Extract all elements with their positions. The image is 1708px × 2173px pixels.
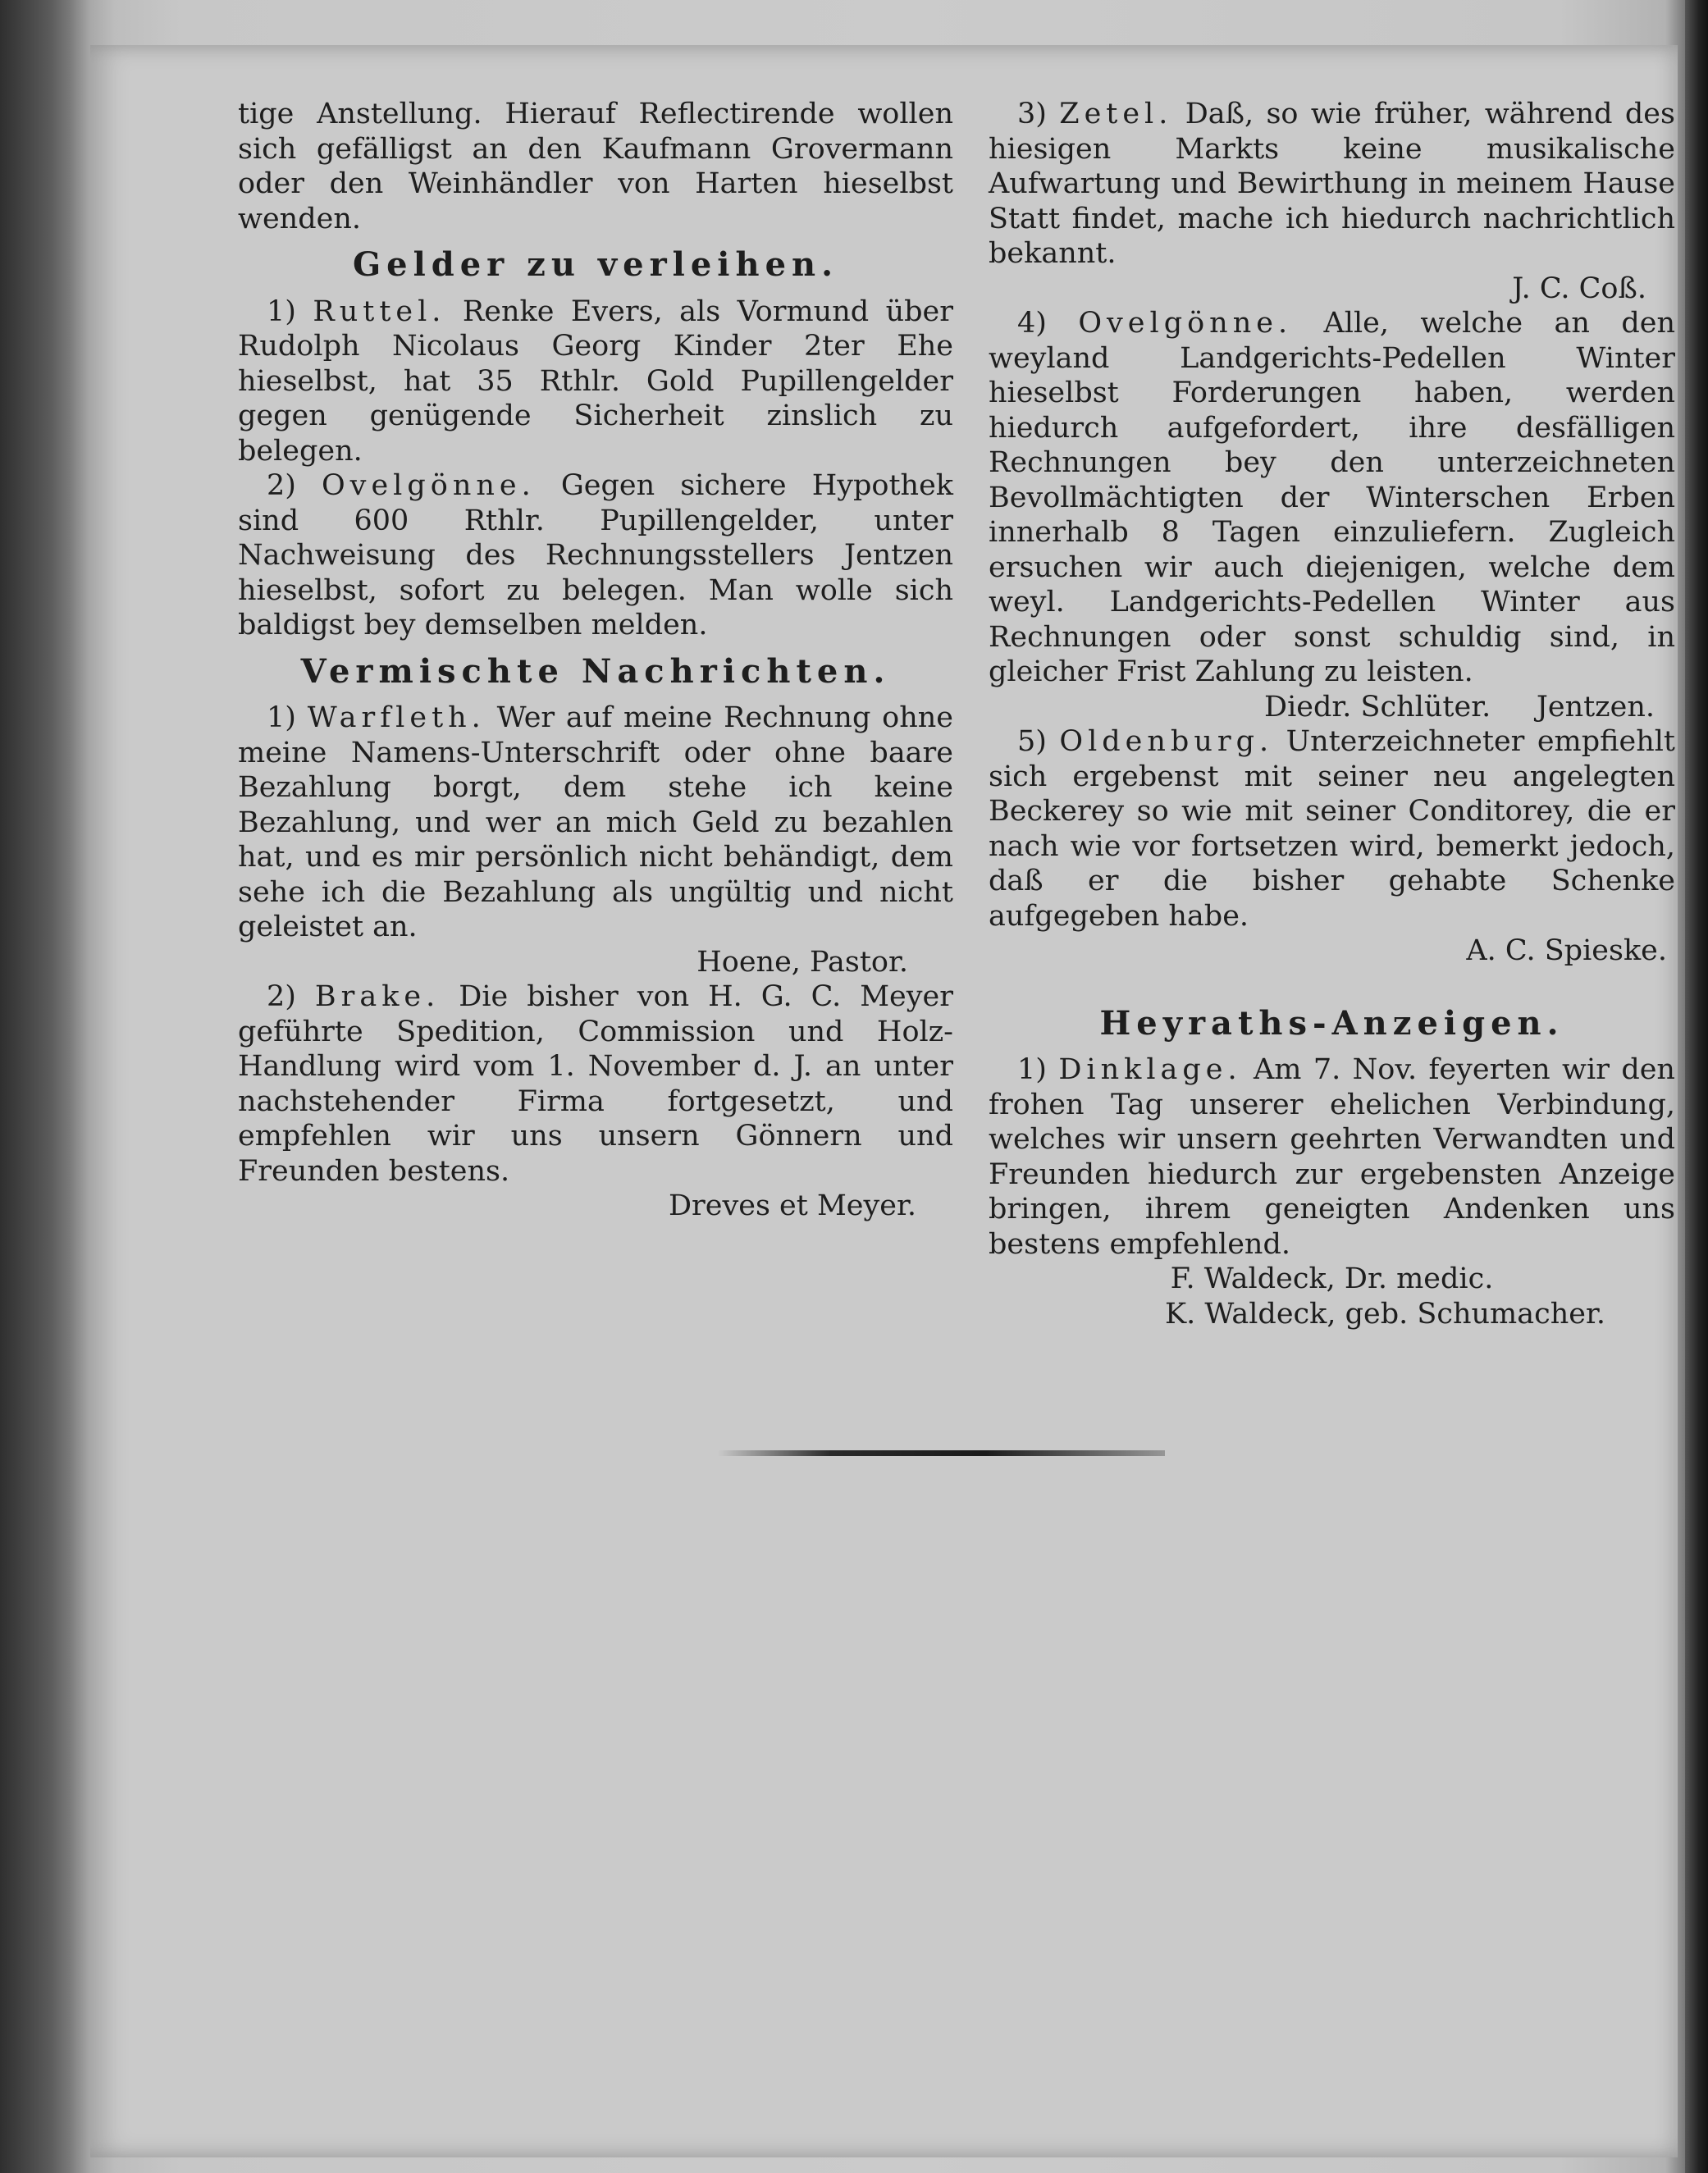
notice-ovelgoenne-1 xyxy=(238,468,953,643)
notice-place: Ovelgönne. xyxy=(321,469,536,502)
notice-ruttel xyxy=(238,294,953,469)
signature-schlueter-jentzen: Diedr. Schlüter. Jentzen. xyxy=(1264,690,1655,724)
notice-number: 2) xyxy=(267,469,322,502)
section-heading-heyraths: Heyraths-Anzeigen. xyxy=(1099,1003,1564,1043)
signature-dreves-meyer: Dreves et Meyer. xyxy=(668,1189,916,1222)
notice-oldenburg xyxy=(989,724,1675,934)
notice-text: Gegen sichere Hypothek sind 600 Rthlr. Pupillengelder, unter Nachweisung des Rechnungsstellers Jentzen hieselbst, sofort zu belegen. Man wolle sich baldigst bey demselben melden. xyxy=(238,469,953,641)
notice-zetel xyxy=(989,97,1675,272)
notice-place: Warfleth. xyxy=(307,701,486,734)
notice-number: 5) xyxy=(1017,725,1060,758)
section-heading-vermischte: Vermischte Nachrichten. xyxy=(300,651,891,691)
notice-text: Am 7. Nov. feyerten wir den frohen Tag unserer ehelichen Verbindung, welches wir unsern geehrten Verwandten und Freunden hiedurch zur ergebensten Anzeige bringen, ihrem geneigten Andenken uns bestens empfehlend. xyxy=(989,1053,1675,1261)
notice-warfleth xyxy=(238,701,953,945)
book-spine-edge xyxy=(1685,0,1708,2173)
section-heading-gelder: Gelder zu verleihen. xyxy=(352,245,839,284)
left-column xyxy=(238,97,953,1224)
notice-number: 1) xyxy=(1017,1053,1059,1086)
notice-number: 1) xyxy=(267,701,308,734)
notice-ovelgoenne-2 xyxy=(989,306,1675,690)
notice-text: Alle, welche an den weyland Landgerichts-Pedellen Winter hieselbst Forderungen haben, werden hiedurch aufgefordert, ihre desfälligen Rechnungen bey den unterzeichneten Bevollmächtigten der Winterschen Erben innerhalb 8 Tagen einzuliefern. Zugleich ersuchen wir auch diejenigen, welche dem weyl. Landgerichts-Pedellen Winter aus Rechnungen oder sonst schuldig sind, in gleicher Frist Zahlung zu leisten. xyxy=(989,307,1675,688)
notice-dinklage xyxy=(989,1052,1675,1262)
notice-brake xyxy=(238,979,953,1189)
notice-text: Daß, so wie früher, während des hiesigen Markts keine musikalische Aufwartung und Bewirthung in meinem Hause Statt findet, mache ich hiedurch nachrichtlich bekannt. xyxy=(989,98,1675,270)
notice-place: Zetel. xyxy=(1059,98,1173,130)
notice-text: Die bisher von H. G. C. Meyer geführte Spedition, Commission und Holz-Handlung wird vom 1. November d. J. an unter nachstehender Firma fortgesetzt, und empfehlen wir uns unsern Gönnern und Freunden bestens. xyxy=(238,980,953,1188)
notice-place: Dinklage. xyxy=(1058,1053,1242,1086)
end-rule-line xyxy=(718,1450,1165,1456)
signature-k-waldeck: K. Waldeck, geb. Schumacher. xyxy=(1165,1297,1605,1331)
carryover-paragraph: tige Anstellung. Hierauf Reflectirende wollen sich gefälligst an den Kaufmann Grovermann oder den Weinhändler von Harten hieselbst wenden. xyxy=(238,98,953,235)
notice-text: Unterzeichneter empfiehlt sich ergebenst mit seiner neu angelegten Beckerey so wie mit seiner Conditorey, die er nach wie vor fortsetzen wird, bemerkt jedoch, daß er die bisher gehabte Schenke aufgegeben habe. xyxy=(989,725,1675,933)
signature-cosz: J. C. Coß. xyxy=(1512,272,1646,305)
notice-text: Wer auf meine Rechnung ohne meine Namens-Unterschrift oder ohne baare Bezahlung borgt, dem stehe ich keine Bezahlung, und wer an mich Geld zu bezahlen hat, und es mir persönlich nicht behändigt, dem sehe ich die Bezahlung als ungültig und nicht geleistet an. xyxy=(238,701,953,943)
right-column xyxy=(989,97,1675,1331)
signature-spieske: A. C. Spieske. xyxy=(1466,934,1667,967)
notice-place: Ruttel. xyxy=(313,294,446,328)
notice-place: Brake. xyxy=(314,980,441,1013)
notice-place: Oldenburg. xyxy=(1059,725,1274,758)
notice-text: Renke Evers, als Vormund über Rudolph Nicolaus Georg Kinder 2ter Ehe hieselbst, hat 35 Rthlr. Gold Pupillengelder gegen genügende Sicherheit zinslich zu belegen. xyxy=(238,294,953,468)
signature-f-waldeck: F. Waldeck, Dr. medic. xyxy=(1170,1262,1494,1295)
notice-number: 2) xyxy=(267,980,315,1013)
notice-number: 3) xyxy=(1017,98,1060,130)
notice-place: Ovelgönne. xyxy=(1078,307,1293,340)
notice-number: 1) xyxy=(267,294,313,328)
notice-number: 4) xyxy=(1017,307,1079,340)
signature-hoene: Hoene, Pastor. xyxy=(696,945,908,979)
